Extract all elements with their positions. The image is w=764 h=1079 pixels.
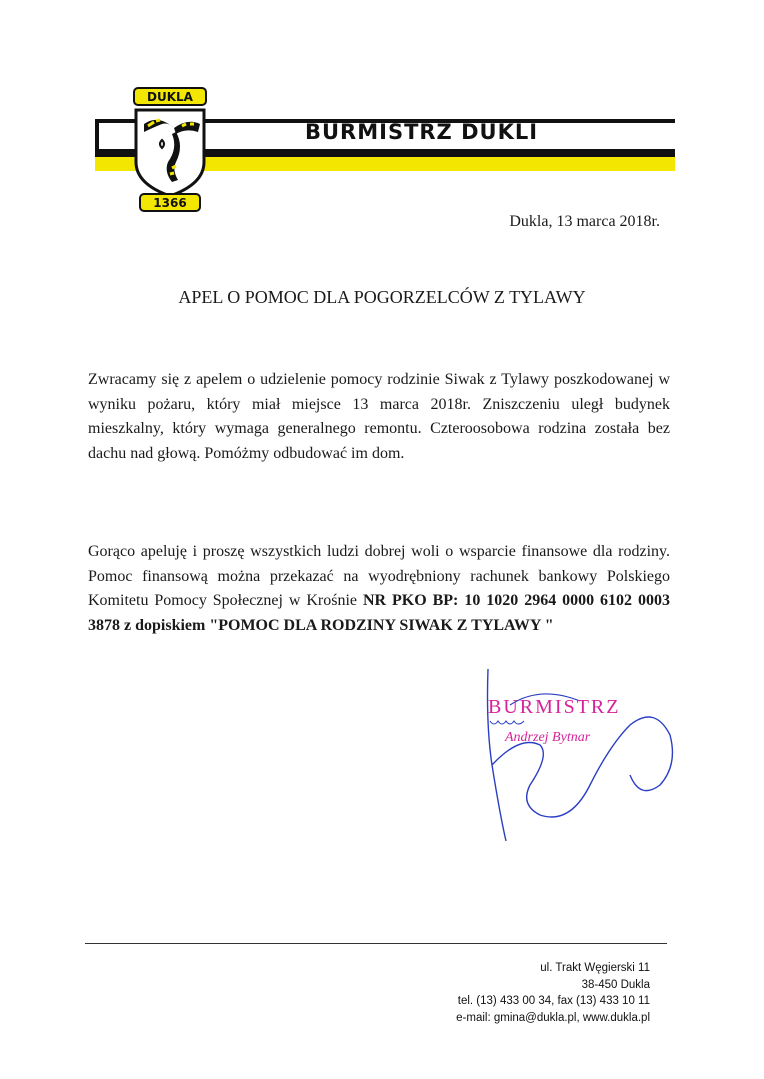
handwritten-signature [480, 665, 680, 845]
footer-address-city: 38-450 Dukla [581, 978, 650, 991]
footer-email-web: e-mail: gmina@dukla.pl, www.dukla.pl [456, 1011, 650, 1024]
letterhead [0, 0, 764, 220]
emblem-top-label: DUKLA [147, 90, 193, 104]
bank-account-details: NR PKO BP: 10 1020 2964 0000 6102 0003 3878 z dopiskiem "POMOC DLA RODZINY SIWAK Z TYLAWY " [88, 592, 670, 634]
paragraph-2-text: Gorąco apeluję i proszę wszystkich ludzi dobrej woli o wsparcie finansowe dla rodziny. Pomoc finansową można przekazać na wyodrębniony rachunek bankowy Polskiego Komitetu Pomocy Społecznej w Krośnie [88, 543, 670, 609]
appeal-paragraph-2 [88, 540, 670, 638]
appeal-paragraph-1: Zwracamy się z apelem o udzielenie pomocy rodzinie Siwak z Tylawy poszkodowanej w wyniku pożaru, który miał miejsce 13 marca 2018r. Zniszczeniu uległ budynek mieszkalny, który wymaga generalnego remontu. Czteroosobowa rodzina została bez dachu nad głową. Pomóżmy odbudować im dom. [88, 371, 670, 462]
footer-address-street: ul. Trakt Węgierski 11 [540, 962, 650, 974]
letterhead-title: BURMISTRZ DUKLI [305, 120, 539, 144]
letter-date: Dukla, 13 marca 2018r. [509, 213, 660, 230]
document-title: APEL O POMOC DLA POGORZELCÓW Z TYLAWY [178, 287, 586, 307]
footer-phone-fax: tel. (13) 433 00 34, fax (13) 433 10 11 [457, 995, 650, 1007]
footer-divider [85, 943, 667, 944]
stamp-title: BURMISTRZ [488, 696, 621, 718]
footer-contact-block [456, 960, 650, 1026]
emblem-bottom-label: 1366 [153, 196, 187, 210]
stamp-name: Andrzej Bytnar [505, 730, 591, 745]
coat-of-arms-emblem [128, 84, 212, 214]
